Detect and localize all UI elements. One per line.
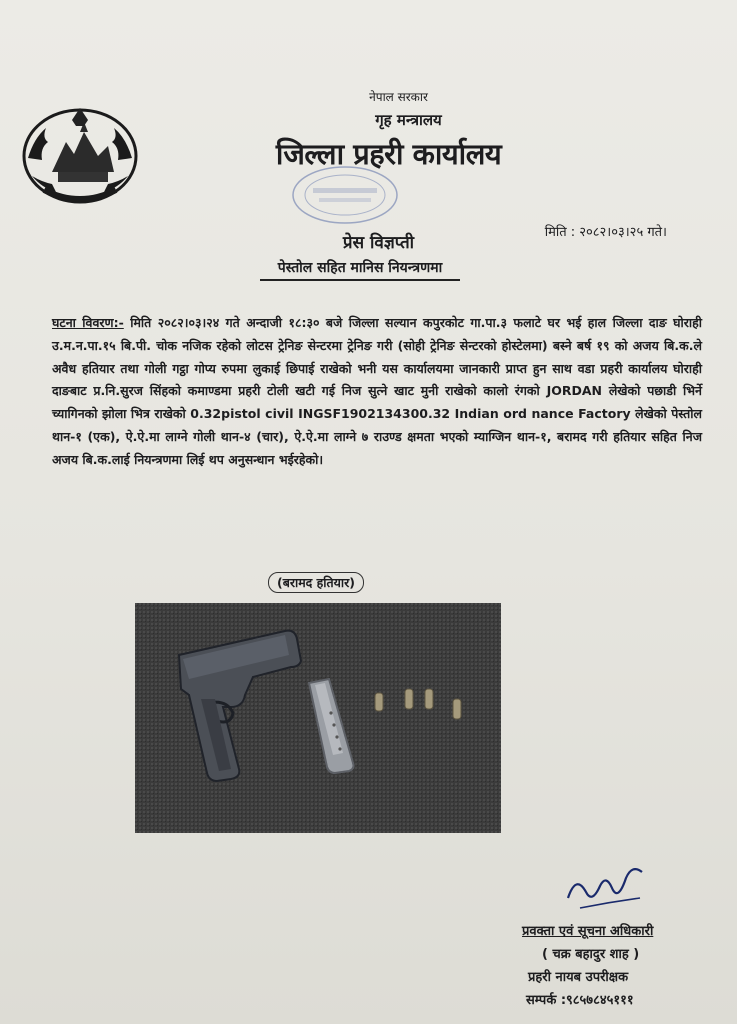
photo-caption: (बरामद हतियार) xyxy=(268,572,364,593)
ministry-label: गृह मन्त्रालय xyxy=(375,111,442,129)
document-title: प्रेस विज्ञप्ती xyxy=(342,233,415,253)
seized-weapon-photo xyxy=(135,603,501,833)
incident-text: मिति २०८२।०३।२४ गते अन्दाजी १८:३० बजे जिल्ला सल्यान कपुरकोट गा.पा.३ फलाटे घर भई हाल जिल्ला दाङ घोराही उ.म.न.पा.१५ बि.पी. चोक नजिक रहेको लोटस ट्रेनिङ सेन्टरमा ट्रेनिङ गरी (सोही ट्रेनिङ सेन्टरको होस्टेलमा) बस्ने बर्ष १९ को अजय बि.क.ले अवैध हतियार तथा गोली गट्ठा गोप्य रुपमा लुकाई छिपाई राखेको भनी यस कार्यालयमा जानकारी प्राप्त हुन साथ वडा प्रहरी कार्यालय घोराही दाङबाट प्र.नि.सुरज सिंहको कमाण्डमा प्रहरी टोली खटी गई निज सुत्ने खाट मुनी राखेको कालो रंगको JORDAN लेखेको पछाडी भिर्ने च्यागिनको झोला भित्र राखेको 0.32pistol civil INGSF1902134300.32 Indian ord nance Factory लेखेको पेस्तोल थान-१ (एक), ऐ.ऐ.मा लाग्ने गोली थान-४ (चार), ऐ.ऐ.मा लाग्ने ७ राउण्ड क्षमता भएको म्याग्जिन थान-१, बरामद गरी हतियार सहित निज अजय बि.क.लाई नियन्त्रणमा लिई थप अनुसन्धान भईरहेको। xyxy=(52,315,702,467)
issue-date: मिति : २०८२।०३।२५ गते। xyxy=(544,225,667,240)
signatory-block xyxy=(522,920,653,1012)
subject-heading: पेस्तोल सहित मानिस नियन्त्रणमा xyxy=(260,258,460,281)
government-label: नेपाल सरकार xyxy=(369,90,428,104)
incident-label: घटना विवरण:- xyxy=(52,315,124,330)
signatory-name: ( चक्र बहादुर शाह ) xyxy=(542,947,640,962)
signatory-contact: सम्पर्क :९८५७८४५१११ xyxy=(526,993,634,1008)
signature xyxy=(560,868,650,916)
incident-description xyxy=(52,312,702,472)
signatory-rank: प्रहरी नायब उपरीक्षक xyxy=(528,970,629,985)
office-stamp xyxy=(285,162,405,228)
signatory-designation: प्रवक्ता एवं सूचना अधिकारी xyxy=(522,924,654,939)
office-title: जिल्ला प्रहरी कार्यालय xyxy=(275,137,502,171)
